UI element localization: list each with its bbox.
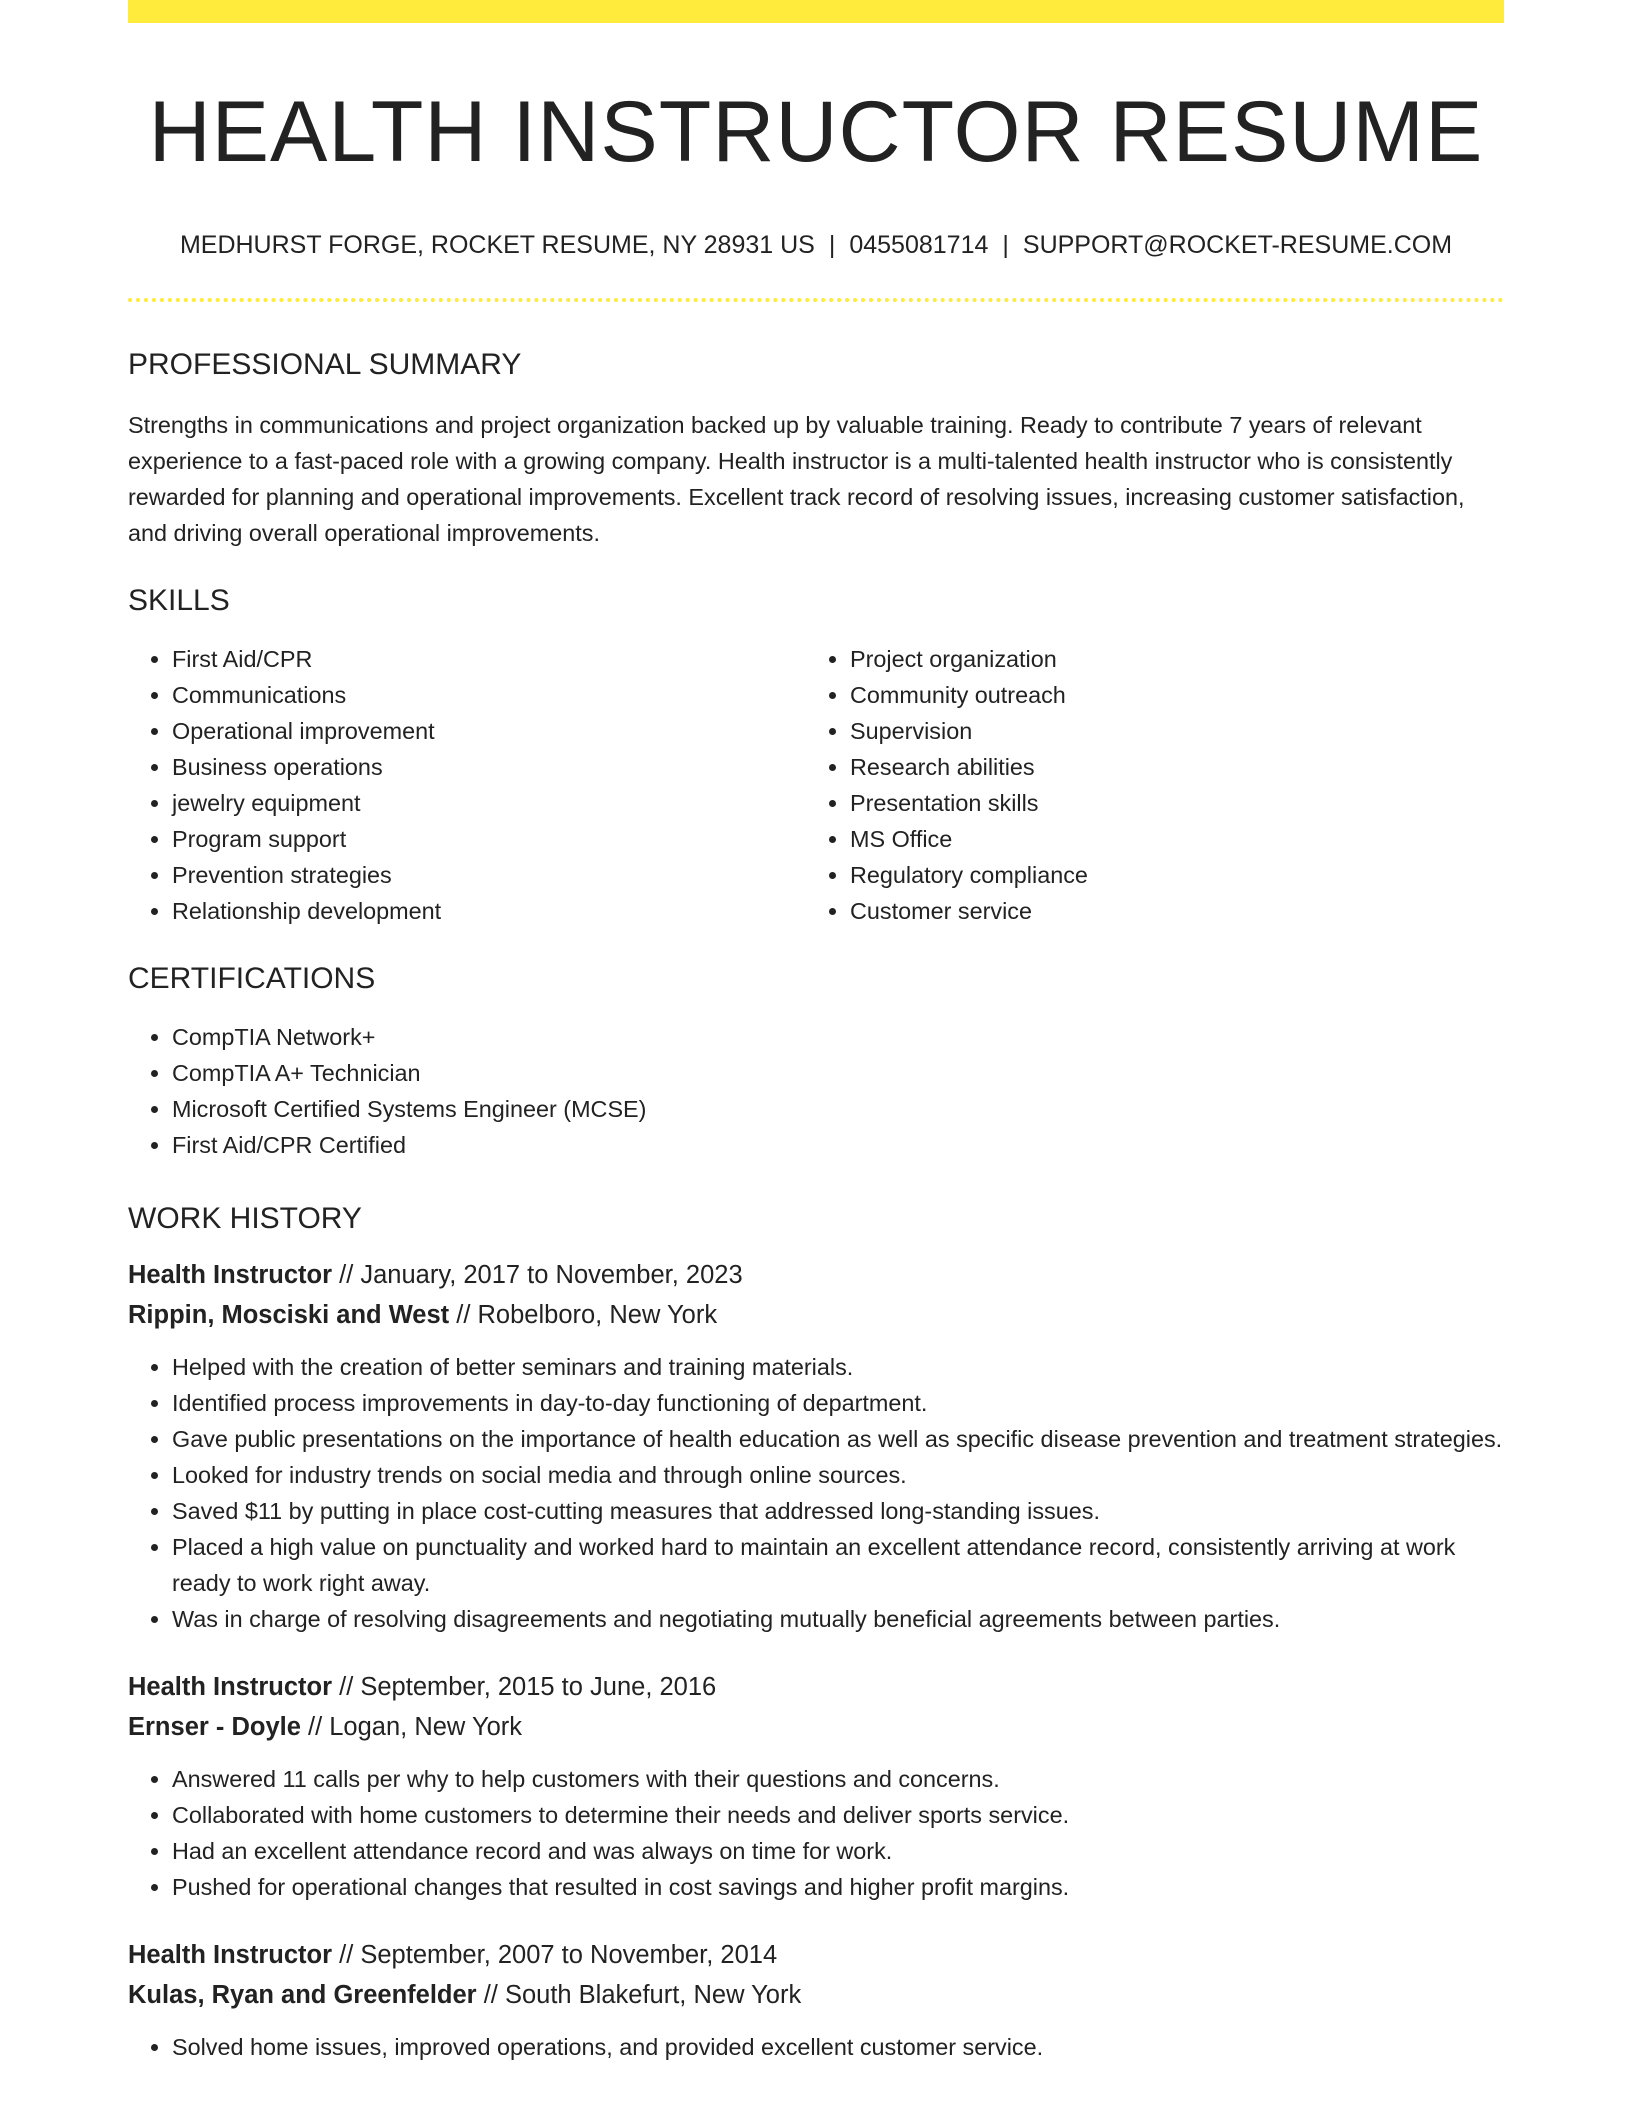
skill-item: • Community outreach: [850, 677, 1484, 713]
resume-page: [128, 0, 1504, 2065]
skill-item: • MS Office: [850, 821, 1484, 857]
contact-separator: |: [828, 231, 836, 260]
skill-item: • Prevention strategies: [172, 857, 806, 893]
job-company: Rippin, Mosciski and West: [128, 1301, 450, 1330]
phone: 0455081714: [849, 231, 989, 260]
job-bullet: • Placed a high value on punctuality and worked hard to maintain an excellent attendance record, consistently arriving at work ready to work right away.: [172, 1529, 1504, 1601]
skills-columns: [128, 641, 1504, 929]
job-bullet: • Collaborated with home customers to determine their needs and deliver sports service.: [172, 1797, 1504, 1833]
contact-separator: |: [1002, 231, 1009, 260]
skills-right-list: [806, 641, 1484, 929]
skill-item: • Program support: [172, 821, 806, 857]
skills-left-list: [128, 641, 806, 929]
job-bullet: • Gave public presentations on the importance of health education as well as specific disease prevention and treatment strategies.: [172, 1421, 1504, 1457]
job-company-line: [128, 1295, 1504, 1335]
job-bullets: [128, 2029, 1504, 2065]
address: MEDHURST FORGE, ROCKET RESUME, NY 28931 US: [179, 231, 815, 260]
job-dates: // September, 2015 to June, 2016: [332, 1673, 717, 1702]
job-bullet: • Solved home issues, improved operations, and provided excellent customer service.: [172, 2029, 1504, 2065]
certification-item: • First Aid/CPR Certified: [172, 1127, 1504, 1163]
job-company-line: [128, 1707, 1504, 1747]
certification-item: • CompTIA Network+: [172, 1019, 1504, 1055]
resume-title: HEALTH INSTRUCTOR RESUME: [148, 84, 1484, 180]
job-title-line: [128, 1255, 1504, 1295]
job-bullet: • Looked for industry trends on social media and through online sources.: [172, 1457, 1504, 1493]
skill-item: • Communications: [172, 677, 806, 713]
job-title: Health Instructor: [128, 1941, 333, 1970]
job-bullet: • Helped with the creation of better seminars and training materials.: [172, 1349, 1504, 1385]
skill-item: • Supervision: [850, 713, 1484, 749]
job-dates: // January, 2017 to November, 2023: [332, 1261, 743, 1290]
skill-item: • Research abilities: [850, 749, 1484, 785]
contact-line: [128, 230, 1504, 260]
job-bullets: [128, 1761, 1504, 1905]
skill-item: • Presentation skills: [850, 785, 1484, 821]
skill-item: • Business operations: [172, 749, 806, 785]
job-title: Health Instructor: [128, 1673, 333, 1702]
job-entry: [128, 1255, 1504, 1637]
skill-item: • Relationship development: [172, 893, 806, 929]
skills-heading: SKILLS: [128, 584, 230, 618]
skill-item: • jewelry equipment: [172, 785, 806, 821]
work-history-heading: WORK HISTORY: [128, 1202, 362, 1236]
job-bullet: • Identified process improvements in day-to-day functioning of department.: [172, 1385, 1504, 1421]
certification-item: • CompTIA A+ Technician: [172, 1055, 1504, 1091]
job-location: // Robelboro, New York: [449, 1301, 718, 1330]
job-bullet: • Pushed for operational changes that resulted in cost savings and higher profit margins.: [172, 1869, 1504, 1905]
certification-item: • Microsoft Certified Systems Engineer (MCSE): [172, 1091, 1504, 1127]
job-company: Ernser - Doyle: [128, 1713, 301, 1742]
email: SUPPORT@ROCKET-RESUME.COM: [1022, 231, 1453, 260]
dotted-divider: [128, 298, 1504, 302]
job-company-line: [128, 1975, 1504, 2015]
skill-item: • Project organization: [850, 641, 1484, 677]
job-title: Health Instructor: [128, 1261, 333, 1290]
job-bullet: • Saved $11 by putting in place cost-cutting measures that addressed long-standing issues.: [172, 1493, 1504, 1529]
job-bullet: • Had an excellent attendance record and was always on time for work.: [172, 1833, 1504, 1869]
job-bullets: [128, 1349, 1504, 1637]
certifications-heading: CERTIFICATIONS: [128, 962, 376, 996]
skill-item: • Customer service: [850, 893, 1484, 929]
summary-text: Strengths in communications and project organization backed up by valuable training. Ready to contribute 7 years of relevant experience to a fast-paced role with a growing company. Health instructor is a multi-talented health instructor who is consistently rewarded for planning and operational improvements. Excellent track record of resolving issues, increasing customer satisfaction, and driving overall operational improvements.: [128, 412, 1465, 547]
job-bullet: • Answered 11 calls per why to help customers with their questions and concerns.: [172, 1761, 1504, 1797]
job-title-line: [128, 1935, 1504, 1975]
job-dates: // September, 2007 to November, 2014: [332, 1941, 778, 1970]
job-entry: [128, 1667, 1504, 1905]
top-accent-bar: [128, 0, 1504, 23]
job-company: Kulas, Ryan and Greenfelder: [128, 1981, 477, 2010]
job-location: // South Blakefurt, New York: [476, 1981, 802, 2010]
skill-item: • Operational improvement: [172, 713, 806, 749]
job-entry: [128, 1935, 1504, 2065]
job-title-line: [128, 1667, 1504, 1707]
skill-item: • First Aid/CPR: [172, 641, 806, 677]
job-location: // Logan, New York: [300, 1713, 523, 1742]
certifications-list: [128, 1019, 1504, 1163]
skill-item: • Regulatory compliance: [850, 857, 1484, 893]
summary-heading: PROFESSIONAL SUMMARY: [128, 348, 522, 382]
job-bullet: • Was in charge of resolving disagreements and negotiating mutually beneficial agreements between parties.: [172, 1601, 1504, 1637]
